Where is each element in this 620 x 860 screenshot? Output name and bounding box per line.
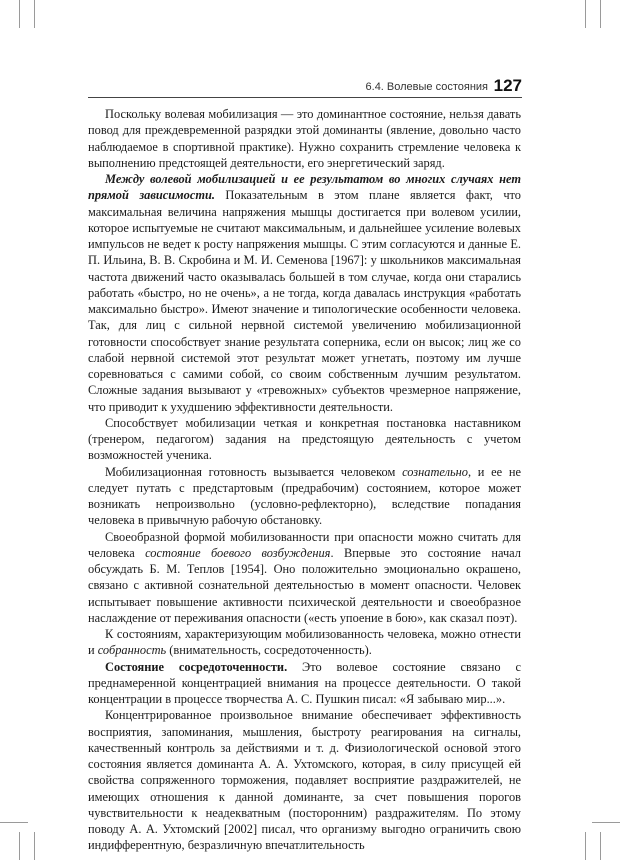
emphasis-text: Состояние сосредоточенности. <box>105 659 288 674</box>
crop-mark <box>34 832 35 860</box>
running-header <box>88 76 522 98</box>
crop-mark <box>34 0 35 28</box>
emphasis-text: Между волевой мобилизацией и ее результатом во многих случаях нет прямой зависимости. <box>88 172 521 203</box>
crop-mark <box>0 822 28 823</box>
section-title: 6.4. Волевые состояния <box>365 81 488 93</box>
text-run: Своеобразной формой мобилизованности при опасности можно считать для человека <box>88 529 521 560</box>
emphasis-text: состояние боевого возбуждения <box>145 545 331 560</box>
body-text <box>88 106 521 854</box>
crop-mark <box>600 832 601 860</box>
paragraph <box>88 106 521 171</box>
text-run: Показательным в этом плане является факт, что максимальная величина напряжения мышцы достигается при волевом усилии, которое испытуемые не считают максимальным, и дальнейшее усиление волевых импульсов не ведет к росту напряжения мышцы. С этим согласуются и данные Е. П. Ильина, В. В. Скробина и М. И. Семенова [1967]: у школьников максимальная частота движений часто оказывалась большей в том случае, когда они старались работать «быстро, но не очень», а не тогда, когда давалась инструкция «работать максимально быстро». Имеют значение и типологические особенности человека. Так, для лиц с сильной нервной системой увеличению мобилизационной готовности способствует знание результата соперника, если он высок; лиц же со слабой нервной системой этот результат может угнетать, поэтому им лучше соревноваться с самими собой, со своим собственным лучшим результатом. Сложные задания вызывают у «тревожных» субъектов чрезмерное напряжение, что приводит к ухудшению эффективности деятельности. <box>88 188 521 414</box>
text-run: Способствует мобилизации четкая и конкретная постановка наставником (тренером, педагогом) задания на предстоящую деятельность с учетом возможностей ученика. <box>88 415 521 463</box>
text-run: Концентрированное произвольное внимание обеспечивает эффективность восприятия, запоминания, мышления, быстроту реагирования на сигналы, качественный контроль за действиями и т. д. Физиологической основой этого состояния является доминанта А. А. Ухтомского, которая, в силу присущей ей свойства сопряженного торможения, подавляет восприятие раздражителей, не имеющих отношения к данной доминанте, за счет повышения порогов чувствительности к неадекватным (посторонним) раздражителям. По этому поводу А. А. Ухтомский [2002] писал, что организму выгодно ограничить свою индифферентную, безразличную впечатлительность <box>88 708 521 853</box>
text-run: , и ее не следует путать с предстартовым (предрабочим) состоянием, которое может возникать непроизвольно (условно-рефлекторно), вследствие попадания человека в привычную рабочую обстановку. <box>88 464 521 528</box>
text-run: Это волевое состояние связано с преднамеренной концентрацией внимания на процессе деятельности. О такой концентрации в процессе творчества А. С. Пушкин писал: «Я забываю мир...». <box>88 659 521 706</box>
paragraph <box>88 415 521 464</box>
text-run: . Впервые это состояние начал обсуждать Б. М. Теплов [1954]. Оно положительно эмоционально окрашено, связано с активной сознательной деятельностью в момент опасности. Человек испытывает повышение активности психической деятельности и своеобразное наслаждение от переживания опасности («есть упоение в бою», как сказал поэт). <box>88 545 521 625</box>
emphasis-text: сознательно <box>402 464 468 479</box>
paragraph <box>88 464 521 529</box>
paragraph <box>88 171 521 415</box>
paragraph <box>88 626 521 659</box>
crop-mark <box>585 0 586 28</box>
crop-mark <box>592 822 620 823</box>
crop-mark <box>19 832 20 860</box>
crop-mark <box>600 0 601 28</box>
paragraph <box>88 529 521 627</box>
text-run: Мобилизационная готовность вызывается человеком <box>105 464 403 479</box>
paragraph <box>88 659 521 708</box>
paragraph <box>88 707 521 853</box>
emphasis-text: собранность <box>97 643 167 658</box>
text-run: К состояниям, характеризующим мобилизованность человека, можно отнести и <box>88 627 521 658</box>
crop-mark <box>585 832 586 860</box>
page-number: 127 <box>493 76 522 95</box>
text-run: Поскольку волевая мобилизация — это доминантное состояние, нельзя давать повод для преждевременной разрядки этой доминанты (явление, довольно часто наблюдаемое в спортивной практике). Нужно сохранить стремление человека к выполнению предстоящей деятельности, его энергетический заряд. <box>88 107 521 170</box>
crop-mark <box>19 0 20 28</box>
text-run: (внимательность, сосредоточенность). <box>166 643 372 658</box>
